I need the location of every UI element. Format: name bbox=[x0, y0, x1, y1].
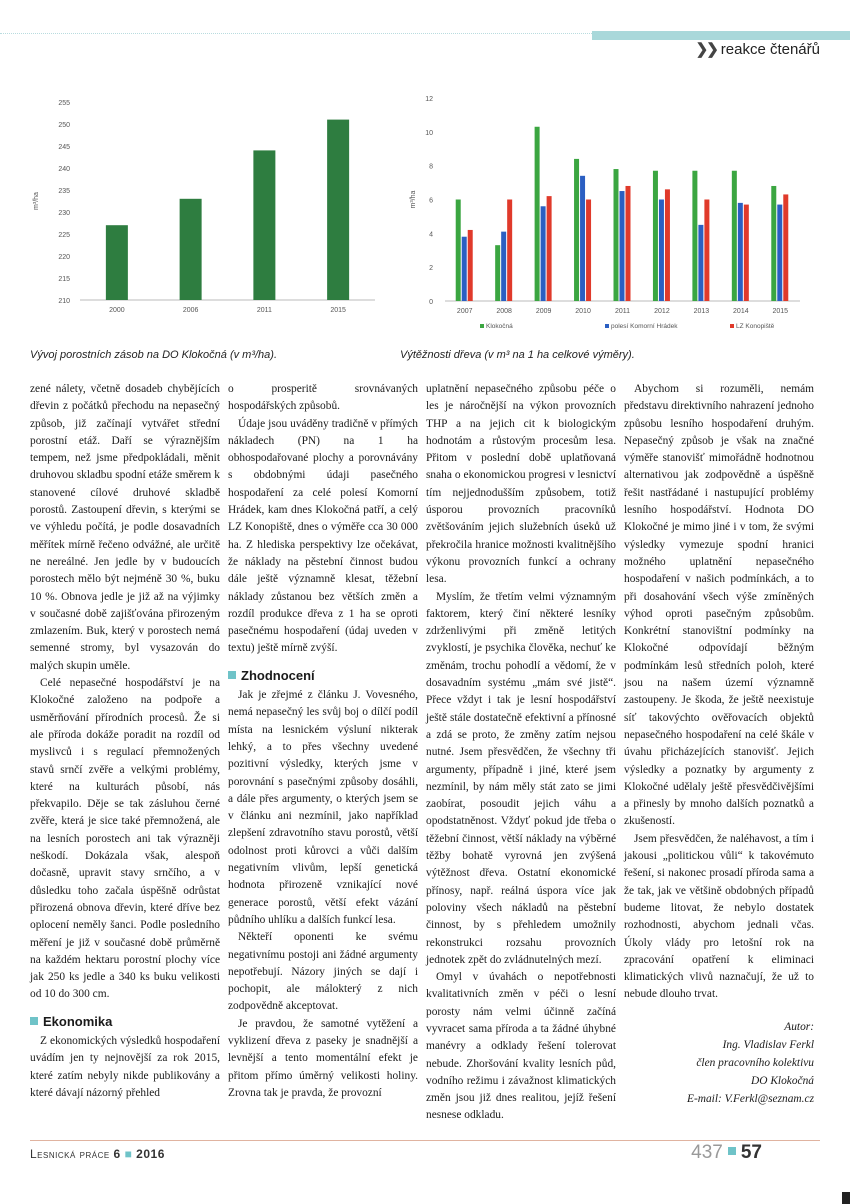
bar bbox=[327, 120, 349, 300]
y-tick-label: 0 bbox=[429, 299, 433, 306]
y-tick-label: 8 bbox=[429, 163, 433, 171]
paragraph: uplatnění nepasečného způsobu péče o les je náročnější na výkon provozních THP a na jejich cit k biologickým hodnotám a růstovým procesům lesa. Přitom v poslední době uplatňovaná snaha o ekonomickou progresi v lesnictví tím nejjednodušším způsobem, totiž úsporou provozních pracovníků zvětšováním jejich služebních úseků už překročila hranice možnosti kvalitnějšího výkonu provozních funkcí a ochrany lesa. bbox=[426, 383, 616, 586]
bar-polesí-komorní-hrádek bbox=[541, 206, 546, 301]
x-tick-label: 2007 bbox=[456, 308, 473, 315]
x-tick-label: 2010 bbox=[575, 308, 591, 315]
x-tick-label: 2009 bbox=[535, 308, 552, 315]
bar bbox=[253, 150, 275, 300]
author-name: Ing. Vladislav Ferkl bbox=[722, 1038, 814, 1051]
paragraph: Údaje jsou uváděny tradičně v přímých nákladech (PN) na 1 ha obhospodařované plochy a porovnávány s obdobnými údaji pasečného hospodaření za celé polesí Komorní Hrádek, kam dnes Klokočná patří, a celý LZ Konopiště, dnes o výměře cca 30 000 ha. Z hlediska perspektivy lze očekávat, že náklady na pěstební činnost budou dále ještě významně klesat, těžební náklady zůstanou bez větších změn a rozdíl produkce dřeva z 1 ha se oproti pasečnému hospodaření (údaj uveden v textu) ještě mírně zvýší. bbox=[228, 417, 418, 655]
bar-polesí-komorní-hrádek bbox=[777, 205, 782, 301]
x-tick-label: 2008 bbox=[496, 308, 512, 315]
bar-lz-konopiště bbox=[665, 189, 670, 301]
author-block bbox=[624, 1018, 814, 1108]
chart-porostni-zasoby bbox=[30, 90, 390, 320]
bar-polesí-komorní-hrádek bbox=[501, 232, 506, 301]
legend-label: Klokočná bbox=[486, 323, 513, 330]
bar-polesí-komorní-hrádek bbox=[659, 200, 664, 302]
square-bullet-icon bbox=[228, 671, 236, 679]
y-tick-label: 2 bbox=[429, 265, 433, 273]
legend-label: polesí Komorní Hrádek bbox=[611, 323, 678, 330]
y-tick-label: 240 bbox=[58, 166, 70, 173]
y-tick-label: 230 bbox=[58, 210, 70, 217]
paragraph: Myslím, že třetím velmi významným faktorem, který činí některé lesníky zdrženlivými při změně letitých zvyklostí, je psychika člověka, nechuť ke změnám, trochu pohodlí a vědomí, že v dosavadním systému „mám své jistě“. Přece vždyt i tak je lesní hospodářství ještě stále dostatečně efektivní a přínosné a zdá se proto, že změny zatím nejsou nutné. Jsem přesvědčen, že všechny tři argumenty, případně i jiné, které jsem nezmínil, by nám měly stát zato se jimi zaobírat, posoudit jejich váhu a opodstatněnost. Vždyť pokud jde třeba o těžební činnost, větší náklady na výběrné těžby bohatě vyrovná jen zvýšená výtěžnost dřeva. Ostatní ekonomické přínosy, např. reálná úspora více jak poloviny všech nákladů na pěstební činnost, by s přehledem umožnily rekonstrukci rozsahu provozních jednotek zpět do zvládnutelných mezí. bbox=[426, 590, 616, 966]
paragraph: o prosperitě srovnávaných hospodářských způsobů. bbox=[228, 383, 418, 413]
chevron-right-icon: ❯❯ bbox=[695, 41, 717, 58]
chart2-caption: Výtěžnosti dřeva (v m³ na 1 ha celkové výměry). bbox=[400, 349, 635, 361]
x-tick-label: 2015 bbox=[772, 308, 789, 315]
x-tick-label: 2014 bbox=[733, 308, 749, 315]
bar-klokočná bbox=[771, 186, 776, 301]
y-tick-label: 245 bbox=[58, 144, 70, 151]
bar-polesí-komorní-hrádek bbox=[698, 225, 703, 301]
author-role: člen pracovního kolektivu bbox=[696, 1056, 814, 1069]
bar-lz-konopiště bbox=[626, 186, 631, 301]
y-tick-label: 12 bbox=[425, 96, 433, 103]
y-tick-label: 250 bbox=[58, 122, 70, 129]
y-tick-label: 255 bbox=[58, 100, 70, 107]
bar-lz-konopiště bbox=[704, 200, 709, 302]
article-column-4 bbox=[624, 381, 814, 1108]
paragraph: Jsem přesvědčen, že naléhavost, a tím i jakousi „politickou vůli“ k takovémuto řešení, si nakonec prosadí příroda sama a že tak, jak ve většině obdobných případů budeme litovat, že nebylo dostatek rozhodnosti, abychom jednali včas. Úkoly vlády pro letošní rok na zpracování opatření k eliminaci klimatických vlivů naznačují, že už to nebude dlouho trvat. bbox=[624, 832, 814, 1001]
x-tick-label: 2015 bbox=[330, 307, 346, 314]
bar-klokočná bbox=[574, 159, 579, 301]
bar-lz-konopiště bbox=[744, 205, 749, 301]
subheading-zhodnoceni: Zhodnocení bbox=[228, 667, 418, 684]
paragraph: Někteří oponenti ke svému negativnímu postoji ani žádné argumenty nepotřebují. Názory jiných se dají i pochopit, ale málokterý z nich zodpovědně akceptovat. bbox=[228, 931, 418, 1013]
legend-swatch bbox=[730, 324, 734, 328]
y-tick-label: 210 bbox=[58, 298, 70, 305]
x-tick-label: 2000 bbox=[109, 307, 125, 314]
footer-rule bbox=[30, 1140, 820, 1141]
chart1-caption: Vývoj porostních zásob na DO Klokočná (v m³/ha). bbox=[30, 349, 277, 361]
paragraph: Celé nepasečné hospodářství je na Klokočné založeno na podpoře a usměrňování přírodních procesů. Že si ale příroda dokáže poradit na rozdíl od myslivců i s regulací přemnožených stavů srnčí zvěře a velkými problémy, které na kulturách působí, nás překvapilo. Děje se tak zásluhou černé zvěře, která je sice také přemnožená, ale na lesních porostech ani tak výrazněji neškodí. Dokázala však, alespoň dočasně, upravit stavy srnčího, a v důsledku toho začala úspěšně odrůstat přirozená obnova dřevin, které dříve bez oplocení neměly šanci. Podle posledního měření je již v současné době průměrně na každém hektaru porostní plochy více jak 250 ks jedle a 340 ks buku velikosti od 10 do 300 cm. bbox=[30, 677, 220, 1001]
y-tick-label: 4 bbox=[429, 231, 433, 239]
bar-klokočná bbox=[653, 171, 658, 301]
author-email: E-mail: V.Ferkl@seznam.cz bbox=[687, 1092, 814, 1105]
square-bullet-icon bbox=[728, 1147, 736, 1155]
paragraph: Je pravdou, že samotné vytěžení a vyklizení dřeva z paseky je snadnější a levnější a tento momentální efekt je přitom přímo úměrný velikosti holiny. Zrovna tak je pravda, že provozní bbox=[228, 1017, 418, 1099]
header-bar bbox=[592, 31, 850, 40]
bar-klokočná bbox=[456, 200, 461, 302]
author-org: DO Klokočná bbox=[751, 1074, 814, 1087]
section-title bbox=[696, 40, 820, 58]
bar-polesí-komorní-hrádek bbox=[462, 237, 467, 301]
article-column-3 bbox=[426, 381, 616, 1125]
legend-swatch bbox=[605, 324, 609, 328]
bar-lz-konopiště bbox=[783, 194, 788, 301]
bar-lz-konopiště bbox=[507, 200, 512, 302]
paragraph: Abychom si rozuměli, nemám představu direktivního nahrazení jednoho způsobu lesního hospodaření druhým. Nepasečný způsob je však na značné výměře stanovišť mimořádně hodnotnou alternativou jak zodpovědně a úspěšně řešit nastřádané i nastupující problémy lesního hospodářství. Hodnota DO Klokočné je mimo jiné i v tom, že svými výsledky vymezuje spodní hranici možného uplatnění nepasečného hospodaření v našich podmínkách, a to při dosahování všech výše zmíněných výhod oproti pasečným způsobům. Konkrétní stanovištní podmínky na Klokočné odpovídají běžným podmínkám lesů středních poloh, které jsou na našem území významně zastoupeny. Je škoda, že ještě neexistuje síť takovýchto ověřovacích objektů nepasečného hospodaření na celé škále v úvahu přicházejících stanovišť. Jejich výsledky a poznatky by argumenty z Klokočné udělaly ještě přesvědčivějšími a přinesly by mnoho dalších poznatků a zkušeností. bbox=[624, 383, 814, 828]
x-tick-label: 2011 bbox=[256, 307, 272, 314]
y-tick-label: 235 bbox=[58, 188, 70, 195]
bar bbox=[180, 199, 202, 300]
y-tick-label: 10 bbox=[425, 129, 433, 137]
bar bbox=[106, 225, 128, 300]
bar-polesí-komorní-hrádek bbox=[738, 203, 743, 301]
square-bullet-icon bbox=[30, 1017, 38, 1025]
footer-journal: Lesnická práce 6 ■ 2016 bbox=[30, 1147, 165, 1161]
section-label: reakce čtenářů bbox=[720, 41, 820, 58]
x-tick-label: 2006 bbox=[182, 307, 199, 314]
subheading-ekonomika: Ekonomika bbox=[30, 1013, 220, 1030]
legend-swatch bbox=[480, 324, 484, 328]
y-axis-label: m³/ha bbox=[410, 190, 417, 209]
footer-page-number: 437 57 bbox=[691, 1142, 762, 1163]
paragraph: Z ekonomických výsledků hospodaření uvádím jen ty nejnovější za rok 2015, které zatím nebyly nikde publikovány a které dávají názorný přehled bbox=[30, 1034, 220, 1099]
article-column-1 bbox=[30, 381, 220, 1102]
page-corner-mark bbox=[842, 1192, 850, 1204]
bar-lz-konopiště bbox=[586, 200, 591, 302]
paragraph: Jak je zřejmé z článku J. Vovesného, nemá nepasečný les svůj boj o dílčí podíl místa na lesnickém výsluní nikterak lehký, a to přes všechny uvedené pozitivní výsledky, kterých jsme v porovnání s pasečnými způsoby dosáhli, a dále přes argumenty, o kterých jsem se v článku ani nezmínil, jako například zlepšení zdravotního stavu porostů, větší odolnost proti kůrovci a vůči dalším negativním vlivům, lepší genetická hodnota přirozeně vznikající nové generace porostů, větší efekt vázání půdního uhlíku a dalších funkcí lesa. bbox=[228, 689, 418, 926]
x-tick-label: 2013 bbox=[693, 308, 710, 315]
x-tick-label: 2012 bbox=[654, 308, 670, 315]
bar-klokočná bbox=[535, 127, 540, 301]
article-column-2 bbox=[228, 381, 418, 1102]
bar-klokočná bbox=[692, 171, 697, 301]
bar-polesí-komorní-hrádek bbox=[580, 176, 585, 301]
paragraph: Omyl v úvahách o nepotřebnosti kvalitativních změn v péči o lesní porosty nám velmi účinně začíná vyvracet sama příroda a ta žádné úhybné manévry a odklady řešení tolerovat nebude. Zhoršování kvality lesních půd, vodního režimu i závažnost klimatických změn jsou již dnes realitou, jejíž řešení nesnese odkladu. bbox=[426, 971, 616, 1122]
bar-klokočná bbox=[614, 169, 619, 301]
y-tick-label: 6 bbox=[429, 197, 433, 205]
bar-klokočná bbox=[732, 171, 737, 301]
bar-polesí-komorní-hrádek bbox=[620, 191, 625, 301]
y-axis-label: m³/ha bbox=[33, 192, 40, 210]
author-label: Autor: bbox=[784, 1020, 814, 1033]
y-tick-label: 220 bbox=[58, 254, 70, 261]
chart-vytěžnost bbox=[405, 88, 805, 338]
y-tick-label: 215 bbox=[58, 276, 70, 283]
bar-lz-konopiště bbox=[547, 196, 552, 301]
paragraph: zené nálety, včetně dosadeb chybějících dřevin z počátků přechodu na nepasečný způsob, již začínají vytvářet střední porostní etáž. Daří se výraznějším tempem, než jsme předpokládali, měnit druhovou skladbu spodní etáže směrem k stanovené cílové druhové skladbě porostů. Zastoupení dřevin, s kterými se ve výhledu počítá, je podle dosavadních měřítek mírně řečeno odvážné, ale určitě ne nereálné. Jen jedle by v budoucích porostech mělo být nejméně 30 %, buku 10 %. Obnova jedle je již až na výjimky v současné době zajišťována přirozeným zmlazením. Buk, který v porostech nemá semenné stromy, byl vysazován do malých skupin uměle. bbox=[30, 383, 220, 672]
legend-label: LZ Konopiště bbox=[736, 323, 775, 330]
y-tick-label: 225 bbox=[58, 232, 70, 239]
bar-klokočná bbox=[495, 245, 500, 301]
x-tick-label: 2011 bbox=[614, 308, 631, 315]
bar-lz-konopiště bbox=[468, 230, 473, 301]
